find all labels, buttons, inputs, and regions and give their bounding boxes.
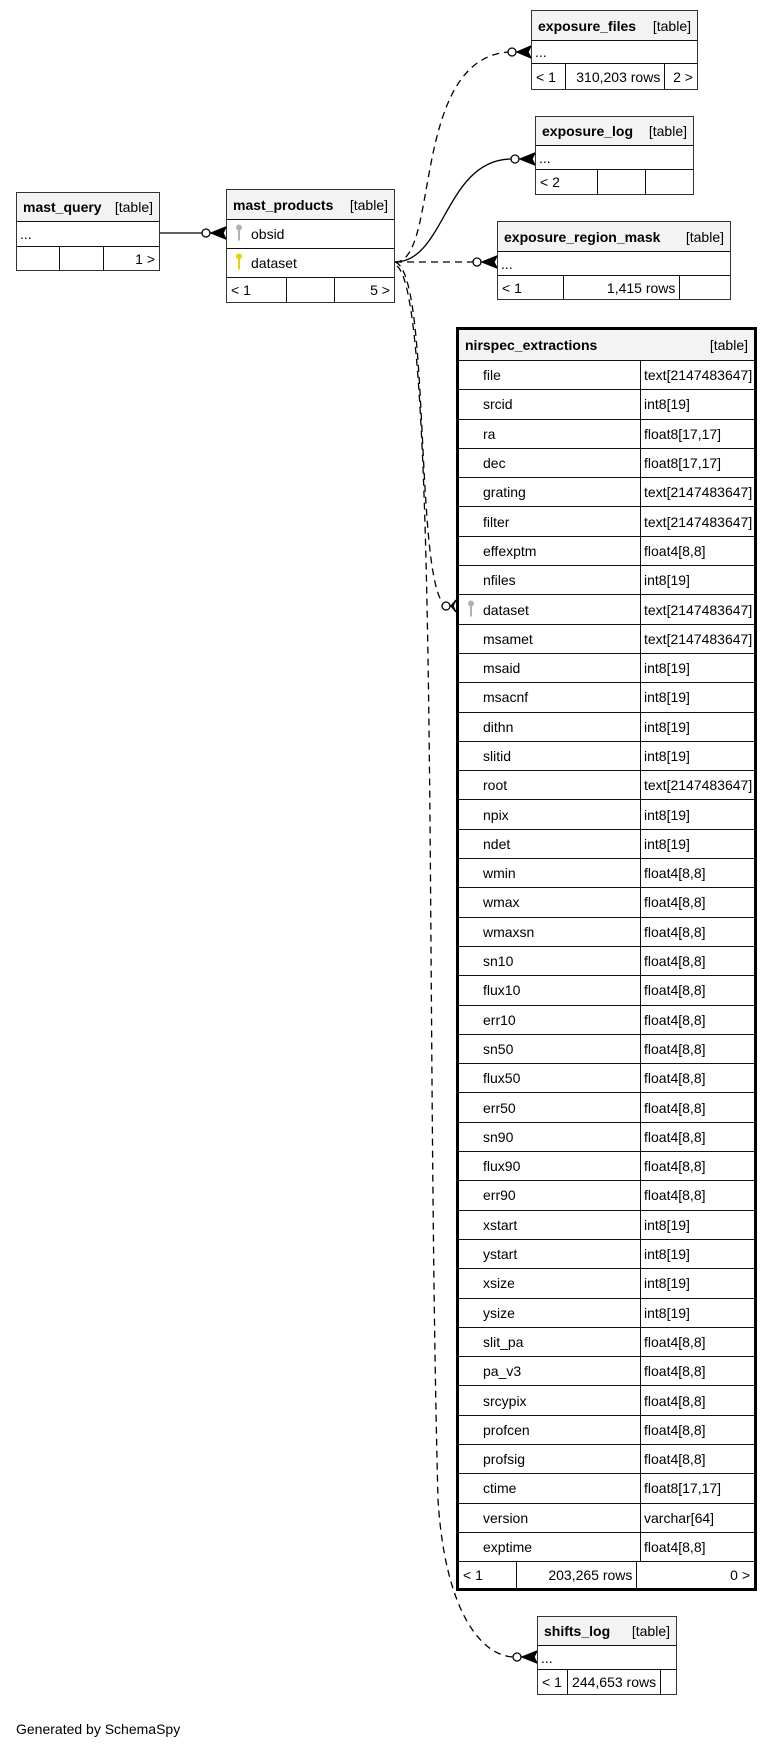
column-type: text[2147483647] — [640, 361, 752, 389]
table-mast-products[interactable] — [226, 189, 395, 303]
column-row[interactable] — [459, 595, 754, 624]
column-type: int8[19] — [640, 1299, 690, 1327]
column-type: int8[19] — [640, 1269, 690, 1297]
column-type: float8[17,17] — [640, 420, 721, 448]
collapsed-columns[interactable]: ... — [17, 222, 159, 247]
column-row[interactable] — [459, 976, 754, 1005]
table-exposure-files[interactable] — [531, 10, 698, 90]
table-nirspec-extractions[interactable] — [456, 327, 757, 1591]
column-name: err10 — [483, 1011, 516, 1028]
column-row[interactable] — [459, 859, 754, 888]
table-name[interactable]: exposure_log — [542, 123, 634, 139]
zero-cardinality-icon — [202, 229, 210, 237]
table-header[interactable] — [536, 117, 693, 146]
table-kind: [table] — [349, 196, 388, 213]
column-name: msaid — [483, 660, 521, 677]
table-header[interactable] — [17, 193, 159, 222]
parents-count[interactable]: < 1 — [542, 1674, 562, 1690]
column-type: float4[8,8] — [640, 1093, 706, 1121]
table-name[interactable]: mast_products — [233, 196, 334, 213]
column-name: srcid — [483, 396, 513, 413]
column-row[interactable] — [459, 390, 754, 419]
column-type: float4[8,8] — [640, 1006, 706, 1034]
column-name: ctime — [483, 1480, 517, 1497]
many-crowfoot-icon — [517, 46, 531, 58]
column-type: text[2147483647] — [640, 625, 752, 653]
children-count[interactable]: 0 > — [636, 1562, 754, 1588]
table-name[interactable]: shifts_log — [544, 1623, 611, 1639]
table-header[interactable] — [532, 11, 697, 41]
column-row[interactable] — [459, 1240, 754, 1269]
generated-by-label: Generated by SchemaSpy — [16, 1721, 181, 1737]
table-footer — [227, 278, 394, 302]
column-type: text[2147483647] — [640, 771, 752, 799]
column-row[interactable] — [459, 1211, 754, 1240]
row-count — [597, 170, 644, 194]
column-name: msamet — [483, 630, 533, 647]
column-name: profsig — [483, 1451, 526, 1468]
column-row[interactable] — [227, 249, 394, 278]
many-crowfoot-icon — [482, 256, 497, 268]
table-footer — [532, 64, 697, 89]
table-kind: [table] — [709, 337, 748, 353]
table-name[interactable]: mast_query — [23, 199, 102, 215]
column-row[interactable] — [459, 888, 754, 917]
column-row[interactable] — [459, 830, 754, 859]
table-exposure-region-mask[interactable] — [497, 221, 731, 300]
column-type: int8[19] — [640, 800, 690, 828]
parents-count[interactable]: < 2 — [540, 174, 560, 190]
children-count[interactable] — [645, 170, 693, 194]
children-count[interactable] — [660, 1670, 676, 1694]
column-type: float8[17,17] — [640, 449, 721, 477]
table-header[interactable] — [459, 330, 754, 361]
column-name: filter — [483, 513, 510, 530]
collapsed-columns[interactable]: ... — [532, 41, 697, 64]
column-type: float4[8,8] — [640, 947, 706, 975]
column-type: text[2147483647] — [640, 478, 752, 506]
column-type: float4[8,8] — [640, 1328, 706, 1356]
row-count — [286, 278, 333, 302]
column-row[interactable] — [459, 800, 754, 829]
column-row[interactable] — [459, 1474, 754, 1503]
column-row[interactable] — [459, 1181, 754, 1210]
column-row[interactable] — [459, 1533, 754, 1562]
column-type: float4[8,8] — [640, 1386, 706, 1414]
column-row[interactable] — [227, 220, 394, 249]
column-row[interactable] — [459, 713, 754, 742]
column-name: sn50 — [483, 1040, 514, 1057]
column-row[interactable] — [459, 771, 754, 800]
column-type: float8[17,17] — [640, 1474, 721, 1502]
column-type: int8[19] — [640, 390, 690, 418]
table-name[interactable]: exposure_region_mask — [504, 228, 661, 245]
row-count: 310,203 rows — [565, 64, 665, 89]
column-type: float4[8,8] — [640, 537, 706, 565]
column-row[interactable] — [459, 449, 754, 478]
column-name: err90 — [483, 1187, 516, 1204]
column-type: float4[8,8] — [640, 1533, 706, 1561]
column-row[interactable] — [459, 537, 754, 566]
table-kind: [table] — [114, 199, 153, 215]
column-type: float4[8,8] — [640, 888, 706, 916]
column-name: root — [483, 777, 508, 794]
table-header[interactable] — [498, 222, 730, 252]
column-row[interactable] — [459, 566, 754, 595]
column-type: float4[8,8] — [640, 1445, 706, 1473]
column-name: version — [483, 1509, 529, 1526]
zero-cardinality-icon — [473, 258, 481, 266]
column-row[interactable] — [459, 1093, 754, 1122]
column-row[interactable] — [459, 361, 754, 390]
table-kind: [table] — [685, 228, 724, 245]
column-type: text[2147483647] — [640, 507, 752, 535]
column-name: ndet — [483, 835, 511, 852]
collapsed-columns[interactable]: ... — [536, 146, 693, 170]
column-name: err50 — [483, 1099, 516, 1116]
column-name: dithn — [483, 718, 514, 735]
parents-count[interactable]: < 1 — [502, 279, 522, 296]
row-count: 203,265 rows — [516, 1562, 637, 1588]
table-footer — [459, 1562, 754, 1588]
table-kind: [table] — [631, 1623, 670, 1639]
column-type: int8[19] — [640, 830, 690, 858]
column-type: float4[8,8] — [640, 859, 706, 887]
column-row[interactable] — [459, 1064, 754, 1093]
column-type: float4[8,8] — [640, 1416, 706, 1444]
parents-count[interactable]: < 1 — [536, 68, 556, 85]
column-type: float4[8,8] — [640, 1035, 706, 1063]
column-row[interactable] — [459, 1328, 754, 1357]
column-name: ysize — [483, 1304, 515, 1321]
column-type: int8[19] — [640, 683, 690, 711]
parents-count[interactable]: < 1 — [463, 1567, 483, 1584]
table-header[interactable] — [538, 1617, 676, 1646]
parents-count[interactable]: < 1 — [231, 282, 251, 298]
column-row[interactable] — [459, 507, 754, 536]
column-type: float4[8,8] — [640, 1123, 706, 1151]
row-count: 1,415 rows — [563, 276, 679, 299]
children-count[interactable]: 2 > — [664, 64, 697, 89]
column-row[interactable] — [459, 1445, 754, 1474]
table-footer — [538, 1670, 676, 1694]
column-row[interactable] — [459, 420, 754, 449]
column-name: effexptm — [483, 542, 537, 559]
table-footer — [536, 170, 693, 194]
column-name: obsid — [251, 226, 285, 242]
foreign-key-icon — [235, 224, 243, 245]
column-type: float4[8,8] — [640, 1181, 706, 1209]
zero-cardinality-icon — [508, 48, 516, 56]
column-row[interactable] — [459, 1006, 754, 1035]
column-row[interactable] — [459, 1357, 754, 1386]
table-mast-query[interactable] — [16, 192, 160, 271]
column-name: dec — [483, 455, 506, 472]
column-row[interactable] — [459, 742, 754, 771]
table-footer — [498, 276, 730, 299]
column-name: flux50 — [483, 1070, 521, 1087]
column-row[interactable] — [459, 1299, 754, 1328]
primary-key-icon — [235, 253, 243, 274]
column-name: wmin — [483, 865, 516, 882]
column-name: slit_pa — [483, 1333, 524, 1350]
column-name: file — [483, 367, 501, 384]
column-type: int8[19] — [640, 654, 690, 682]
column-name: flux10 — [483, 982, 521, 999]
column-name: sn10 — [483, 953, 514, 970]
table-shifts-log[interactable] — [537, 1616, 677, 1695]
column-name: npix — [483, 806, 509, 823]
column-name: slitid — [483, 748, 512, 764]
column-type: varchar[64] — [640, 1504, 714, 1532]
column-name: xstart — [483, 1216, 518, 1233]
column-name: wmax — [483, 894, 520, 911]
many-crowfoot-icon — [522, 1651, 537, 1663]
table-name[interactable]: nirspec_extractions — [465, 337, 598, 353]
column-type: int8[19] — [640, 566, 690, 594]
collapsed-columns[interactable]: ... — [538, 1646, 676, 1670]
foreign-key-icon — [467, 599, 475, 620]
parents-count[interactable] — [17, 247, 59, 270]
table-header[interactable] — [227, 190, 394, 220]
column-row[interactable] — [459, 625, 754, 654]
column-name: pa_v3 — [483, 1363, 522, 1380]
column-row[interactable] — [459, 918, 754, 947]
column-name: profcen — [483, 1421, 530, 1438]
edge-to-exposure-files — [395, 52, 508, 262]
column-type: float4[8,8] — [640, 1064, 706, 1092]
zero-cardinality-icon — [442, 602, 450, 610]
table-kind: [table] — [648, 123, 687, 139]
zero-cardinality-icon — [513, 1653, 521, 1661]
column-row[interactable] — [459, 947, 754, 976]
column-row[interactable] — [459, 1269, 754, 1298]
column-type: int8[19] — [640, 1240, 690, 1268]
table-name[interactable]: exposure_files — [538, 17, 637, 34]
column-row[interactable] — [459, 654, 754, 683]
column-name: ra — [483, 425, 496, 442]
column-name: flux90 — [483, 1158, 521, 1175]
column-row[interactable] — [459, 1152, 754, 1181]
column-type: float4[8,8] — [640, 976, 706, 1004]
column-row[interactable] — [459, 683, 754, 712]
column-name: wmaxsn — [483, 923, 535, 940]
column-type: float4[8,8] — [640, 1152, 706, 1180]
children-count[interactable]: 5 > — [334, 278, 394, 302]
children-count[interactable]: 1 > — [103, 247, 159, 270]
column-name: msacnf — [483, 689, 529, 706]
column-row[interactable] — [459, 1504, 754, 1533]
column-name: nfiles — [483, 572, 516, 589]
column-type: float4[8,8] — [640, 918, 706, 946]
row-count: 244,653 rows — [567, 1670, 660, 1694]
column-name: dataset — [251, 255, 297, 271]
column-row[interactable] — [459, 478, 754, 507]
column-name: grating — [483, 484, 526, 501]
column-name: xsize — [483, 1275, 515, 1292]
row-count — [59, 247, 102, 270]
column-row[interactable] — [459, 1123, 754, 1152]
column-row[interactable] — [459, 1386, 754, 1415]
column-name: exptime — [483, 1539, 533, 1556]
column-type: float4[8,8] — [640, 1357, 706, 1385]
column-type: int8[19] — [640, 713, 690, 741]
column-name: sn90 — [483, 1128, 514, 1145]
column-name: srcypix — [483, 1392, 527, 1409]
children-count[interactable] — [679, 276, 730, 299]
table-footer — [17, 247, 159, 270]
column-name: ystart — [483, 1246, 518, 1263]
many-crowfoot-icon — [211, 227, 226, 239]
many-crowfoot-icon — [520, 153, 535, 165]
column-type: text[2147483647] — [640, 595, 752, 623]
column-name: dataset — [483, 601, 529, 618]
column-row[interactable] — [459, 1416, 754, 1445]
column-row[interactable] — [459, 1035, 754, 1064]
collapsed-columns[interactable]: ... — [498, 252, 730, 276]
edge-to-nirspec-extractions — [395, 262, 442, 602]
zero-cardinality-icon — [511, 155, 519, 163]
column-type: int8[19] — [640, 1211, 690, 1239]
column-type: int8[19] — [640, 742, 690, 770]
table-exposure-log[interactable] — [535, 116, 694, 195]
table-kind: [table] — [652, 17, 691, 34]
